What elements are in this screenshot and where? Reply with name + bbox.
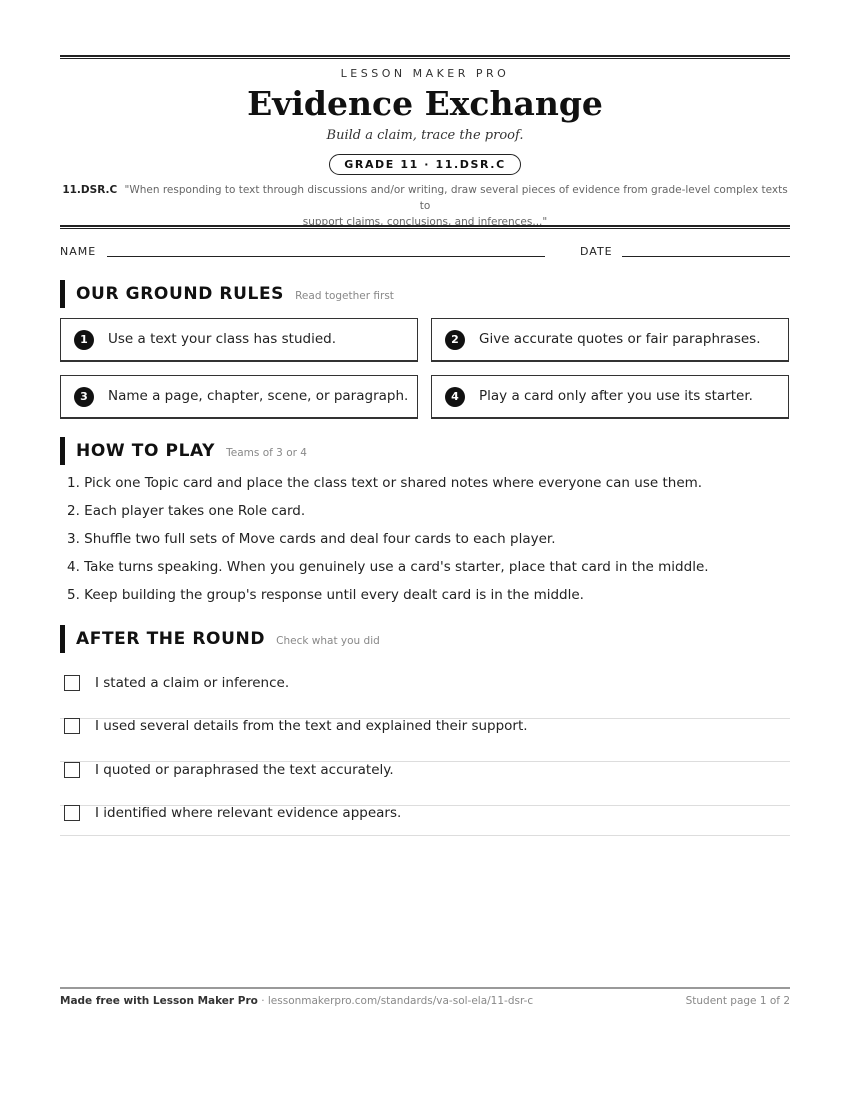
rule-text: Name a page, chapter, scene, or paragraph. <box>108 388 409 404</box>
section-subheading: Teams of 3 or 4 <box>226 447 307 459</box>
standard-statement <box>60 182 790 230</box>
rule-number-badge: 3 <box>74 387 94 407</box>
section-after-round <box>60 625 380 653</box>
footer-url: · lessonmakerpro.com/standards/va-sol-ela/11-dsr-c <box>257 995 534 1007</box>
date-field[interactable] <box>622 256 790 257</box>
section-heading: AFTER THE ROUND <box>76 629 266 649</box>
rule-card <box>431 375 789 419</box>
worksheet-page <box>60 0 790 1100</box>
standard-text-line2: support claims, conclusions, and inferences..." <box>302 216 548 228</box>
section-subheading: Check what you did <box>276 635 380 647</box>
page-subtitle: Build a claim, trace the proof. <box>326 128 524 143</box>
checklist-item <box>60 675 790 719</box>
section-ground-rules <box>60 280 394 308</box>
date-label: DATE <box>580 245 613 258</box>
name-label: NAME <box>60 245 97 258</box>
footer-rule <box>60 987 790 989</box>
section-how-to-play <box>60 437 307 465</box>
grade-badge-wrap <box>60 153 790 175</box>
section-heading: HOW TO PLAY <box>76 441 216 461</box>
rule-text: Play a card only after you use its starter. <box>479 388 753 404</box>
top-rule <box>60 55 790 59</box>
checkbox[interactable] <box>64 675 80 691</box>
rule-text: Use a text your class has studied. <box>108 331 336 347</box>
footer <box>60 995 790 1007</box>
step-item: 3. Shuffle two full sets of Move cards and deal four cards to each player. <box>67 531 556 547</box>
brand-name: LESSON MAKER PRO <box>340 67 510 80</box>
name-field[interactable] <box>107 256 545 257</box>
rule-card <box>60 375 418 419</box>
checkbox[interactable] <box>64 762 80 778</box>
rule-text: Give accurate quotes or fair paraphrases. <box>479 331 761 347</box>
checkbox[interactable] <box>64 718 80 734</box>
checklist-text: I identified where relevant evidence appears. <box>95 805 402 821</box>
checklist-item <box>60 805 790 836</box>
header-bottom-rule <box>60 225 790 229</box>
standard-text-line1: "When responding to text through discussions and/or writing, draw several pieces of evidence from grade-level complex texts to <box>124 184 788 212</box>
step-item: 5. Keep building the group's response until every dealt card is in the middle. <box>67 587 584 603</box>
checklist-item <box>60 762 790 806</box>
rule-number-badge: 4 <box>445 387 465 407</box>
rule-number-badge: 1 <box>74 330 94 350</box>
standard-code: 11.DSR.C <box>62 184 118 196</box>
step-item: 1. Pick one Topic card and place the class text or shared notes where everyone can use them. <box>67 475 703 491</box>
grade-badge: GRADE 11 · 11.DSR.C <box>329 154 521 175</box>
step-item: 4. Take turns speaking. When you genuinely use a card's starter, place that card in the middle. <box>67 559 709 575</box>
step-item: 2. Each player takes one Role card. <box>67 503 306 519</box>
checklist-text: I used several details from the text and explained their support. <box>95 718 528 734</box>
name-date-fields <box>60 245 790 261</box>
section-subheading: Read together first <box>295 290 394 302</box>
rule-card <box>60 318 418 362</box>
rule-number-badge: 2 <box>445 330 465 350</box>
checklist-item <box>60 718 790 762</box>
page-title: Evidence Exchange <box>247 84 603 123</box>
checkbox[interactable] <box>64 805 80 821</box>
section-heading: OUR GROUND RULES <box>76 284 285 304</box>
rule-card <box>431 318 789 362</box>
steps-list <box>67 474 787 614</box>
checklist-text: I quoted or paraphrased the text accurately. <box>95 762 394 778</box>
footer-made-with: Made free with Lesson Maker Pro <box>60 995 258 1007</box>
footer-page-number: Student page 1 of 2 <box>685 995 790 1007</box>
checklist-text: I stated a claim or inference. <box>95 675 290 691</box>
